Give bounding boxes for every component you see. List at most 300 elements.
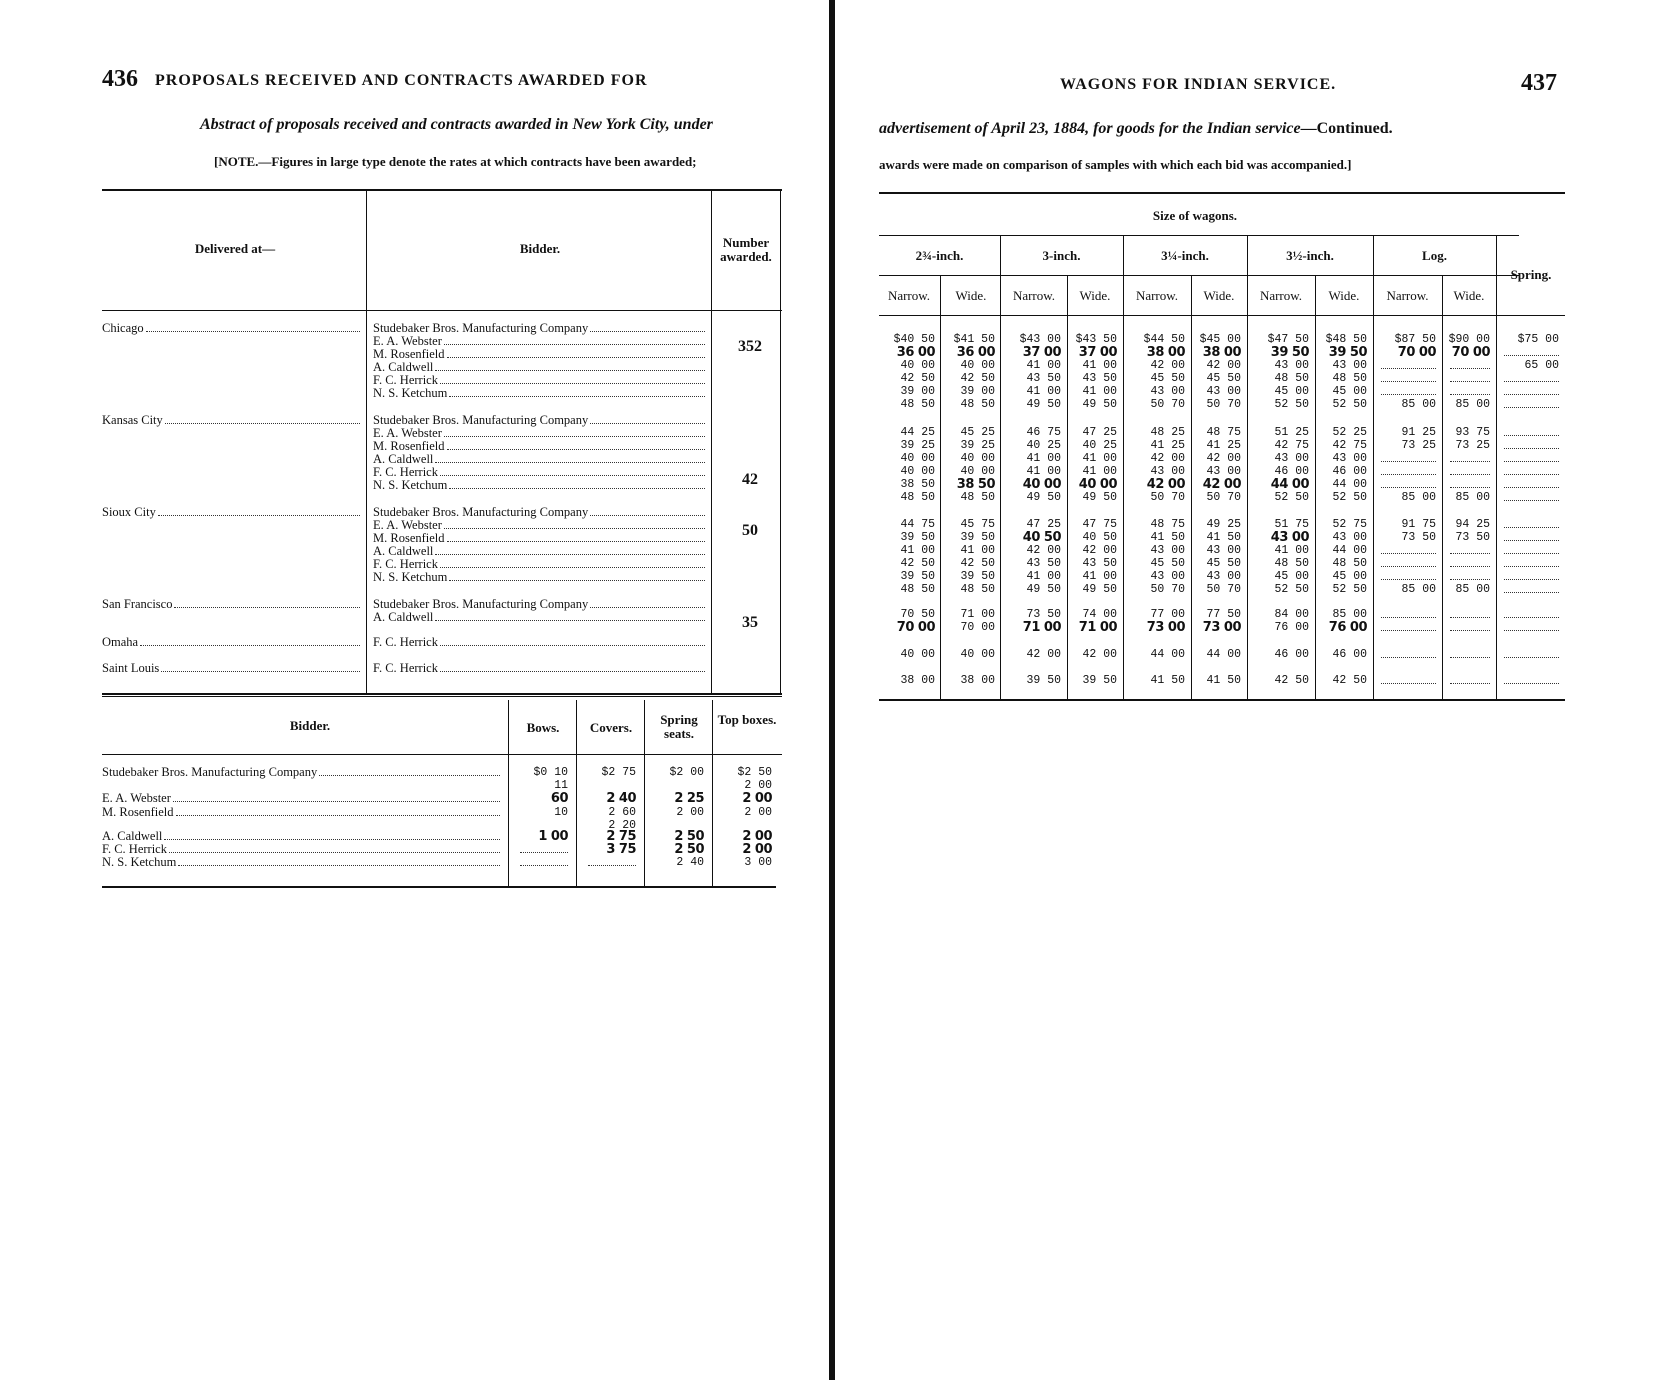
col-number-awarded: Number awarded. [720, 235, 772, 264]
wagon-price: 73 50 [1455, 531, 1490, 544]
wagon-price: 73 50 [1401, 531, 1436, 544]
wagon-price: 76 00 [1274, 621, 1309, 634]
wagon-price [1444, 478, 1490, 492]
wagon-price: 41 00 [1082, 465, 1117, 478]
dot-leader [1504, 372, 1559, 382]
bidder-name: F. C. Herrick [373, 465, 438, 479]
dot-leader [1450, 385, 1490, 395]
wagon-price [1375, 385, 1436, 399]
dot-leader [435, 462, 705, 463]
wagon-price: $43 00 [1019, 333, 1061, 346]
dot-leader [1450, 544, 1490, 554]
column-rule [1373, 236, 1374, 699]
column-rule [1315, 276, 1316, 699]
wagon-price: 42 50 [960, 372, 995, 385]
dot-leader [449, 580, 705, 581]
wagon-price: 93 75 [1455, 426, 1490, 439]
column-rule [1000, 236, 1001, 699]
wagon-price: 49 50 [1026, 583, 1061, 596]
bidder-row [102, 806, 502, 819]
delivery-city [102, 598, 362, 611]
dot-leader [1504, 398, 1559, 408]
wagon-price: 44 00 [1332, 478, 1367, 491]
wagon-price: 41 50 [1206, 531, 1241, 544]
dot-leader [447, 541, 705, 542]
column-rule [711, 190, 712, 693]
column-rule [1067, 276, 1068, 699]
wagon-price: 48 50 [960, 583, 995, 596]
wagon-price: 43 00 [1206, 385, 1241, 398]
dot-leader [440, 475, 705, 476]
col-narrow: Narrow. [1012, 288, 1056, 303]
size-group-header: 2¾-inch. [915, 248, 964, 263]
wagon-price [1498, 465, 1559, 479]
column-rule [780, 190, 781, 693]
wagon-price: 70 00 [896, 620, 935, 635]
bidder-list [373, 636, 707, 649]
dot-leader [435, 370, 705, 371]
wagon-price: 40 00 [960, 452, 995, 465]
price-bows: $0 10 [533, 766, 568, 779]
wagon-price: 44 00 [1270, 477, 1309, 492]
price-top: 2 00 [742, 791, 772, 806]
wagon-price [1444, 608, 1490, 622]
left-page [0, 0, 829, 1380]
wagon-price: 52 50 [1274, 491, 1309, 504]
dot-leader [444, 436, 705, 437]
wagon-price: 42 50 [1332, 674, 1367, 687]
wagon-price: 39 50 [1270, 345, 1309, 360]
wagon-price: 74 00 [1082, 608, 1117, 621]
wagon-price: 38 00 [1202, 345, 1241, 360]
wagon-price: 46 00 [1332, 465, 1367, 478]
dot-leader [1450, 608, 1490, 618]
dot-leader [1450, 465, 1490, 475]
col-narrow: Narrow. [1386, 288, 1429, 303]
wagon-price: 85 00 [1401, 491, 1436, 504]
wagon-price: 49 25 [1206, 518, 1241, 531]
col-bidder: Bidder. [519, 241, 561, 256]
wagon-price: 47 75 [1082, 518, 1117, 531]
wagon-price: 43 00 [1150, 570, 1185, 583]
dot-leader [1504, 621, 1559, 631]
dot-leader [1504, 583, 1559, 593]
wagon-price: 42 00 [1202, 477, 1241, 492]
dot-leader [1381, 608, 1436, 618]
wagon-price: 42 75 [1274, 439, 1309, 452]
wagon-price: 52 75 [1332, 518, 1367, 531]
wagon-price: 73 25 [1401, 439, 1436, 452]
wagon-price: 76 00 [1328, 620, 1367, 635]
dot-leader [435, 554, 705, 555]
wagon-price [1498, 544, 1559, 558]
col-bows: Bows. [526, 720, 560, 735]
wagon-price: 52 25 [1332, 426, 1367, 439]
wagon-price: 40 00 [1078, 477, 1117, 492]
col-delivered-at: Delivered at— [194, 241, 276, 256]
wagon-price: $43 50 [1075, 333, 1117, 346]
col-wide: Wide. [1203, 288, 1235, 303]
wagon-price [1498, 621, 1559, 635]
wagon-price: 70 00 [1451, 345, 1490, 360]
wagon-price [1498, 608, 1559, 622]
dot-leader [590, 515, 705, 516]
wagon-price: 39 50 [900, 570, 935, 583]
wagon-price: 73 00 [1202, 620, 1241, 635]
table-rule [879, 315, 1565, 316]
wagon-price: 40 00 [900, 452, 935, 465]
bidder-name: M. Rosenfield [102, 805, 174, 819]
wagon-price [1375, 478, 1436, 492]
wagon-price: $45 00 [1199, 333, 1241, 346]
wagon-price [1444, 557, 1490, 571]
wagon-price [1375, 570, 1436, 584]
number-awarded: 42 [742, 471, 758, 488]
bidder-name: N. S. Ketchum [373, 570, 448, 584]
price-top: 2 00 [742, 842, 772, 857]
dot-leader [1450, 570, 1490, 580]
dot-leader [161, 671, 360, 672]
dot-leader [169, 852, 500, 853]
wagon-price: 71 00 [960, 608, 995, 621]
wagon-price [1498, 478, 1559, 492]
bidder-name: E. A. Webster [373, 426, 442, 440]
wagon-price: 85 00 [1401, 398, 1436, 411]
wagon-price: 43 00 [1274, 359, 1309, 372]
wagon-price: 42 50 [900, 557, 935, 570]
column-rule [1442, 276, 1443, 699]
city-name: Kansas City [102, 413, 163, 427]
dot-leader [447, 357, 705, 358]
bidder-name: A. Caldwell [373, 452, 434, 466]
wagon-price [1444, 570, 1490, 584]
wagon-price: 39 50 [1328, 345, 1367, 360]
column-rule [1123, 236, 1124, 699]
size-group-header: 3¼-inch. [1161, 248, 1209, 263]
price-bows [508, 856, 568, 870]
delivery-city [102, 506, 362, 519]
price-spring: 2 50 [674, 842, 704, 857]
table-rule [879, 699, 1565, 701]
wagon-price: 50 70 [1206, 398, 1241, 411]
wagon-price: 43 00 [1206, 570, 1241, 583]
wagon-price: 40 00 [960, 359, 995, 372]
city-name: Sioux City [102, 505, 156, 519]
wagon-price [1444, 621, 1490, 635]
wagon-price [1375, 557, 1436, 571]
col-top-boxes: Top boxes. [717, 712, 777, 727]
price-top: $2 50 [737, 766, 772, 779]
caption-tail: —Continued. [1300, 120, 1393, 137]
wagon-price [1375, 608, 1436, 622]
wagon-price [1444, 544, 1490, 558]
wagon-price [1498, 426, 1559, 440]
wagon-price: 45 00 [1274, 570, 1309, 583]
dot-leader [444, 528, 705, 529]
wagon-price: 39 50 [960, 531, 995, 544]
bidder-name: E. A. Webster [373, 334, 442, 348]
price-covers: 2 40 [606, 791, 636, 806]
dot-leader [1504, 674, 1559, 684]
dot-leader [1450, 674, 1490, 684]
col-wide: Wide. [955, 288, 987, 303]
dot-leader [449, 488, 705, 489]
price-bows: 11 [554, 779, 568, 792]
wagon-price: 85 00 [1401, 583, 1436, 596]
dot-leader [1504, 452, 1559, 462]
bidder-name: Studebaker Bros. Manufacturing Company [373, 597, 589, 611]
wagon-price: 44 25 [900, 426, 935, 439]
wagon-price: 47 25 [1026, 518, 1061, 531]
dot-leader [1381, 372, 1436, 382]
bidder-row [373, 662, 707, 675]
dot-leader [449, 396, 705, 397]
table-rule [879, 235, 1519, 236]
dot-leader [164, 839, 500, 840]
bidder-name: M. Rosenfield [373, 439, 445, 453]
wagon-price: 38 00 [1146, 345, 1185, 360]
note: [NOTE.—Figures in large type denote the rates at which contracts have been awarded; [214, 154, 697, 169]
wagon-price [1375, 621, 1436, 635]
bidder-name: A. Caldwell [373, 610, 434, 624]
bidder-name: N. S. Ketchum [373, 478, 448, 492]
price-spring: $2 00 [669, 766, 704, 779]
col-spring: Spring. [1510, 267, 1552, 282]
wagon-price: 48 50 [1274, 557, 1309, 570]
dot-leader [174, 607, 360, 608]
wagon-price: 71 00 [1078, 620, 1117, 635]
col-narrow: Narrow. [1259, 288, 1303, 303]
wagon-price: 48 50 [900, 583, 935, 596]
wagon-price: 71 00 [1022, 620, 1061, 635]
delivery-city [102, 636, 362, 649]
wagon-price: 51 75 [1274, 518, 1309, 531]
price-covers: 3 75 [606, 842, 636, 857]
wagon-price: 91 75 [1401, 518, 1436, 531]
price-spring: 2 50 [674, 829, 704, 844]
wagon-price: 41 00 [1026, 385, 1061, 398]
bidder-list [373, 506, 707, 584]
wagon-price: 45 25 [960, 426, 995, 439]
number-awarded: 50 [742, 522, 758, 539]
dot-leader [1381, 674, 1436, 684]
wagon-price: 46 75 [1026, 426, 1061, 439]
column-rule [366, 190, 367, 693]
dot-leader [590, 607, 705, 608]
dot-leader [158, 515, 360, 516]
wagon-price [1498, 452, 1559, 466]
wagon-price: 49 50 [1082, 491, 1117, 504]
dot-leader [1504, 544, 1559, 554]
wagon-price: 51 25 [1274, 426, 1309, 439]
wagon-price: 41 00 [960, 544, 995, 557]
wagon-price: $48 50 [1325, 333, 1367, 346]
wagon-price: 52 50 [1332, 491, 1367, 504]
wagon-price: 46 00 [1274, 648, 1309, 661]
wagon-price [1498, 557, 1559, 571]
dot-leader [1504, 557, 1559, 567]
wagon-price: 42 00 [1146, 477, 1185, 492]
wagon-price: 52 50 [1332, 398, 1367, 411]
dot-leader [1381, 648, 1436, 658]
dot-leader [140, 645, 360, 646]
wagon-price: 91 25 [1401, 426, 1436, 439]
note: awards were made on comparison of samples with which each bid was accompanied.] [879, 157, 1352, 172]
bidder-row [373, 387, 707, 400]
dot-leader [440, 383, 705, 384]
wagon-price [1498, 583, 1559, 597]
wagon-price: 50 70 [1206, 491, 1241, 504]
wagon-price [1498, 439, 1559, 453]
bidder-name: F. C. Herrick [373, 373, 438, 387]
caption-italic: advertisement of April 23, 1884, for goods for the Indian service [879, 120, 1301, 137]
wagon-price: 45 75 [960, 518, 995, 531]
wagon-price: 49 50 [1026, 491, 1061, 504]
wagon-price: 48 50 [960, 398, 995, 411]
wagon-price: 46 00 [1332, 648, 1367, 661]
wagon-price: 42 50 [960, 557, 995, 570]
price-covers: $2 75 [601, 766, 636, 779]
wagon-price: 42 50 [900, 372, 935, 385]
wagon-price: 85 00 [1455, 398, 1490, 411]
wagon-price: 45 50 [1150, 372, 1185, 385]
wagon-price: 41 25 [1206, 439, 1241, 452]
bidder-name: E. A. Webster [373, 518, 442, 532]
dot-leader [447, 449, 705, 450]
table-rule [102, 886, 776, 888]
wagon-price: 42 00 [1206, 359, 1241, 372]
wagon-price: 41 00 [1026, 359, 1061, 372]
wagon-price: 41 00 [1026, 570, 1061, 583]
number-awarded: 35 [742, 614, 758, 631]
wagon-price: 50 70 [1150, 491, 1185, 504]
price-covers [576, 856, 636, 870]
bidder-row [102, 856, 502, 869]
wagon-price: 39 00 [960, 385, 995, 398]
wagon-price [1375, 359, 1436, 373]
column-rule [940, 276, 941, 699]
price-bows: 60 [550, 791, 568, 806]
city-name: San Francisco [102, 597, 173, 611]
dot-leader [1450, 372, 1490, 382]
wagon-price: 44 00 [1150, 648, 1185, 661]
dot-leader [1450, 621, 1490, 631]
dot-leader [1504, 518, 1559, 528]
wagon-price [1498, 674, 1559, 688]
dot-leader [435, 620, 705, 621]
wagon-price: 40 00 [900, 359, 935, 372]
wagon-price [1444, 359, 1490, 373]
wagon-price: 43 00 [1332, 452, 1367, 465]
wagon-price: 49 50 [1082, 398, 1117, 411]
wagon-price: $44 50 [1143, 333, 1185, 346]
wagon-price: 40 25 [1026, 439, 1061, 452]
price-spring: 2 00 [676, 806, 704, 819]
wagon-price: 48 75 [1150, 518, 1185, 531]
wagon-price: 40 25 [1082, 439, 1117, 452]
bidder-row [102, 766, 502, 779]
wagon-price: 44 00 [1206, 648, 1241, 661]
page-number: 437 [1521, 70, 1557, 96]
table-rule [102, 189, 782, 191]
wagon-price: 70 00 [960, 621, 995, 634]
wagon-price: 42 00 [1150, 359, 1185, 372]
wagon-price: 44 75 [900, 518, 935, 531]
wagon-price: 40 00 [900, 465, 935, 478]
wagon-price: 42 00 [1026, 648, 1061, 661]
bidder-name: F. C. Herrick [373, 557, 438, 571]
dot-leader [1450, 557, 1490, 567]
bidder-name: A. Caldwell [102, 829, 163, 843]
dot-leader [1381, 478, 1436, 488]
dot-leader [1450, 478, 1490, 488]
bidder-list [373, 598, 707, 624]
wagon-price [1498, 372, 1559, 386]
bidder-name: N. S. Ketchum [373, 386, 448, 400]
wagon-price: 40 50 [1022, 530, 1061, 545]
price-spring: 2 25 [674, 791, 704, 806]
price-bows: 10 [554, 806, 568, 819]
dot-leader [1381, 557, 1436, 567]
dot-leader [588, 856, 636, 866]
wagon-price: 73 25 [1455, 439, 1490, 452]
dot-leader [1504, 465, 1559, 475]
bidder-row [373, 479, 707, 492]
wagon-price: 38 50 [900, 478, 935, 491]
wagon-price [1375, 465, 1436, 479]
dot-leader [590, 331, 705, 332]
wagon-price: 41 00 [1082, 452, 1117, 465]
bidder-list [373, 322, 707, 400]
price-top: 2 00 [744, 779, 772, 792]
dot-leader [165, 423, 360, 424]
wagon-price [1444, 385, 1490, 399]
wagon-price [1444, 674, 1490, 688]
col-wide: Wide. [1453, 288, 1485, 303]
price-covers: 2 60 [608, 806, 636, 819]
wagon-price [1375, 544, 1436, 558]
wagon-price: 48 50 [900, 491, 935, 504]
wagon-price: 41 00 [900, 544, 935, 557]
bidder-list [373, 414, 707, 492]
bidder-list [373, 662, 707, 675]
dot-leader [440, 645, 705, 646]
city-name: Chicago [102, 321, 144, 335]
wagon-price [1498, 570, 1559, 584]
dot-leader [1504, 426, 1559, 436]
running-head: WAGONS FOR INDIAN SERVICE. [1060, 76, 1337, 93]
wagon-price: 44 00 [1332, 544, 1367, 557]
wagon-price: 49 50 [1082, 583, 1117, 596]
price-spring: 2 40 [676, 856, 704, 869]
wagon-price: 42 00 [1206, 452, 1241, 465]
city-name: Saint Louis [102, 661, 160, 675]
col-bidder: Bidder. [289, 718, 331, 733]
bidder-row [373, 636, 707, 649]
column-rule [1496, 236, 1497, 699]
wagon-price: 40 00 [1022, 477, 1061, 492]
wagon-price: 41 50 [1150, 674, 1185, 687]
wagon-price [1444, 648, 1490, 662]
wagon-price [1498, 491, 1559, 505]
wagon-price: 42 00 [1082, 544, 1117, 557]
bidder-name: Studebaker Bros. Manufacturing Company [373, 321, 589, 335]
bidder-row [373, 571, 707, 584]
wagon-price: 85 00 [1455, 491, 1490, 504]
column-rule [1191, 276, 1192, 699]
dot-leader [1504, 531, 1559, 541]
price-top: 2 00 [742, 829, 772, 844]
